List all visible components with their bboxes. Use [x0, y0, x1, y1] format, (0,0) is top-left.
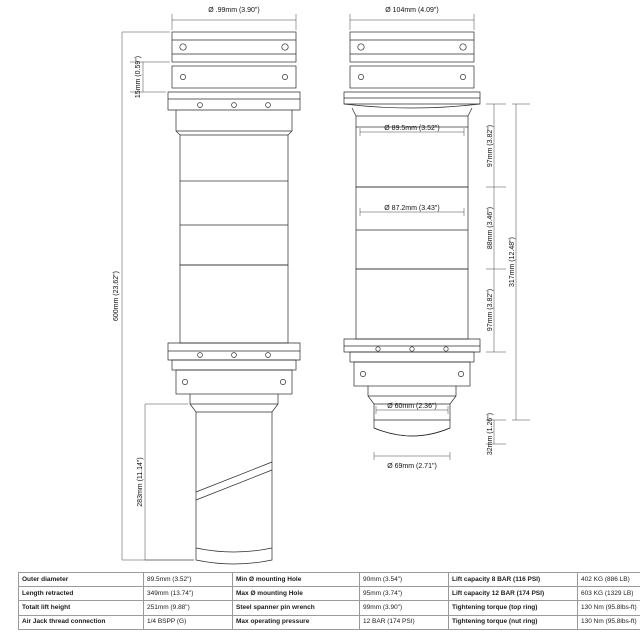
right-view-geometry [344, 32, 480, 436]
dim-left-top-diameter: Ø .99mm (3.90") [208, 7, 260, 14]
spec-value: 12 BAR (174 PSI) [360, 615, 449, 629]
dim-left-15mm: 15mm (0.59") [135, 55, 142, 99]
spec-label: Max operating pressure [233, 615, 360, 629]
dim-right-stage1-diameter: Ø 89.5mm (3.52") [384, 125, 440, 132]
dimension-lines [122, 14, 530, 560]
spec-value: 99mm (3.90") [360, 601, 449, 615]
spec-value: 95mm (3.74") [360, 587, 449, 601]
spec-value: 130 Nm (95.8lbs-ft) [578, 601, 640, 615]
dim-right-top-diameter: Ø 104mm (4.09") [385, 7, 439, 14]
dim-right-foot-diameter: Ø 69mm (2.71") [387, 463, 437, 470]
spec-label: Min Ø mounting Hole [233, 573, 360, 587]
dim-right-segment-foot: 32mm (1.26") [487, 412, 494, 456]
spec-value: 349mm (13.74") [144, 587, 233, 601]
spec-value: 90mm (3.54") [360, 573, 449, 587]
spec-label: Air Jack thread connection [19, 615, 144, 629]
table-row [19, 573, 640, 587]
spec-label: Lift capacity 8 BAR (116 PSI) [449, 573, 578, 587]
spec-label: Steel spanner pin wrench [233, 601, 360, 615]
dim-right-stack-total: 317mm (12.48") [509, 237, 516, 287]
spec-value: 89.5mm (3.52") [144, 573, 233, 587]
spec-label: Lift capacity 12 BAR (174 PSI) [449, 587, 578, 601]
spec-label: Tightening torque (nut ring) [449, 615, 578, 629]
spec-value: 402 KG (886 LB) [578, 573, 640, 587]
spec-value: 130 Nm (95.8lbs-ft) [578, 615, 640, 629]
table-row [19, 587, 640, 601]
spec-value: 1/4 BSPP (G) [144, 615, 233, 629]
spec-label: Length retracted [19, 587, 144, 601]
left-view-geometry [168, 32, 300, 564]
dim-right-segment-top: 97mm (3.82") [487, 124, 494, 168]
dim-right-base-diameter: Ø 60mm (2.36") [387, 403, 437, 410]
spec-label: Max Ø mounting Hole [233, 587, 360, 601]
spec-label: Tightening torque (top ring) [449, 601, 578, 615]
spec-label: Outer diameter [19, 573, 144, 587]
spec-label: Totalt lift height [19, 601, 144, 615]
specifications-table [18, 572, 640, 630]
dim-left-overall-height: 600mm (23.62") [113, 271, 120, 321]
table-row [19, 601, 640, 615]
spec-value: 603 KG (1329 LB) [578, 587, 640, 601]
dim-right-segment-bottom: 97mm (3.82") [487, 288, 494, 332]
dim-left-tube-length: 283mm (11.14") [137, 457, 144, 507]
specifications-panel [18, 572, 637, 630]
spec-value: 251mm (9.88") [144, 601, 233, 615]
dim-right-stage2-diameter: Ø 87.2mm (3.43") [384, 205, 440, 212]
table-row [19, 615, 640, 629]
dim-right-segment-middle: 88mm (3.46") [487, 206, 494, 250]
